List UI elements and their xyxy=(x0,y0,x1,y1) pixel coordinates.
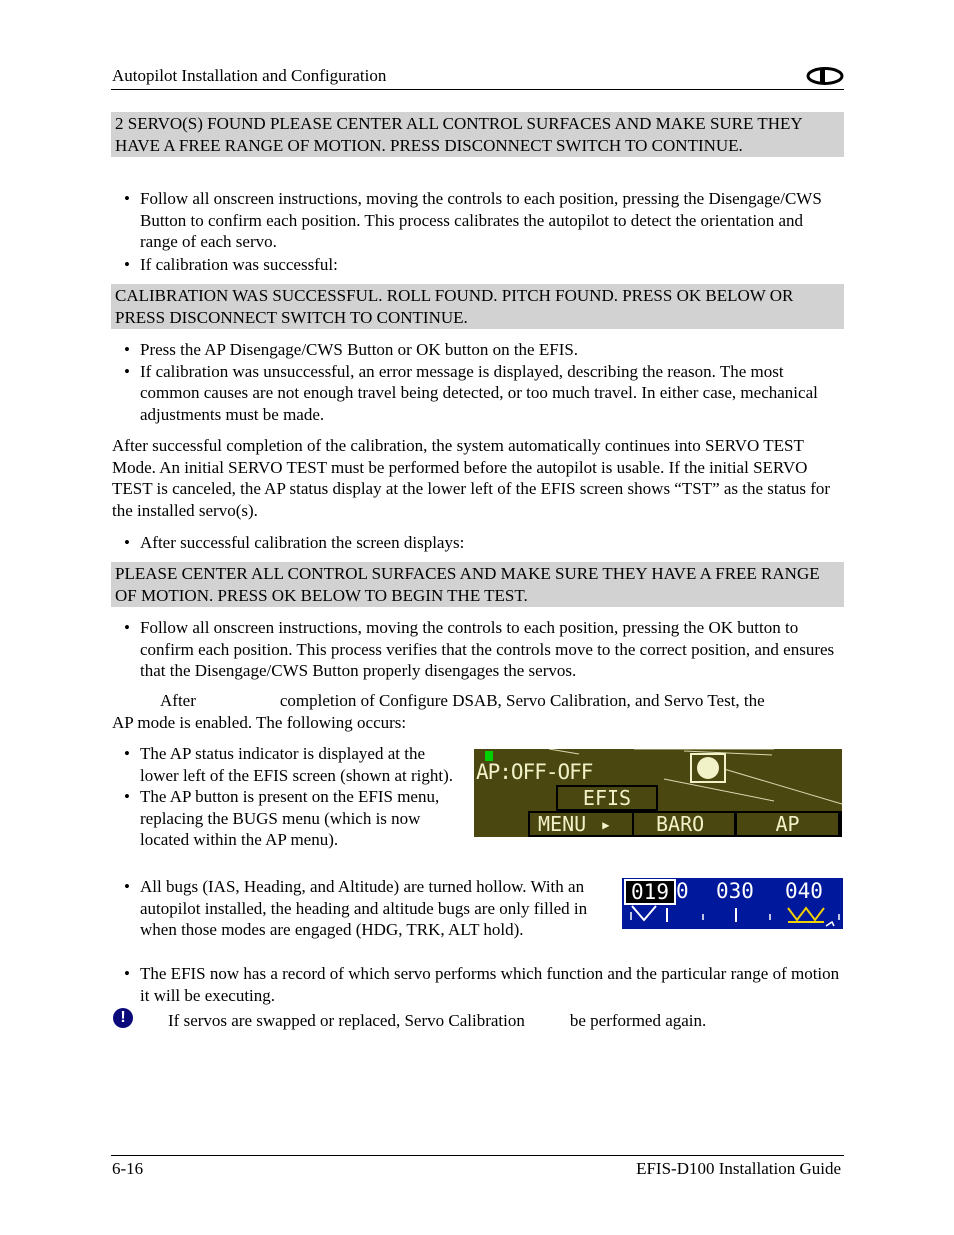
servo-swap-note xyxy=(168,1010,706,1032)
paragraph-line2: AP mode is enabled. The following occurs: xyxy=(112,712,407,732)
heading-tape-marks xyxy=(622,878,843,929)
bugs-list xyxy=(112,876,602,941)
paragraph-line1-rest: completion of Configure DSAB, Servo Calibration, and Servo Test, the xyxy=(279,691,765,710)
servo-test-steps-list xyxy=(112,617,842,682)
menu-arrow-icon: ▶ xyxy=(602,818,610,832)
paragraph-word-after: After xyxy=(160,691,196,710)
servo-found-message: 2 SERVO(S) FOUND PLEASE CENTER ALL CONTROL SURFACES AND MAKE SURE THEY HAVE A FREE RANGE OF MOTION. PRESS DISCONNECT SWITCH TO CONTINUE. xyxy=(111,112,844,157)
list-item: • Follow all onscreen instructions, moving the controls to each position, pressing the Disengage/CWS Button to confirm each position. This process calibrates the autopilot to detect the orientation and range of each servo. xyxy=(112,188,842,253)
ap-status-text: AP:OFF-OFF xyxy=(476,760,593,784)
heading-current-value: 019 xyxy=(631,880,669,904)
ap-button-label: AP xyxy=(775,812,800,836)
list-item: • Follow all onscreen instructions, moving the controls to each position, pressing the OK button to confirm each position. This process verifies that the controls move to the correct position, and ensures that the Disengage/CWS Button properly disengages the servos. xyxy=(112,617,842,682)
list-item: • The AP status indicator is displayed at the lower left of the EFIS screen (shown at right). xyxy=(112,743,462,786)
header-rule xyxy=(111,89,844,90)
note-text-end: be performed again. xyxy=(569,1011,707,1030)
efis-menu-bar xyxy=(528,811,842,837)
menu-button-label: MENU xyxy=(538,812,587,836)
calibration-result-list xyxy=(112,339,842,425)
ap-enabled-paragraph xyxy=(112,690,844,733)
servo-record-list xyxy=(112,963,842,1006)
warning-icon: ! xyxy=(113,1008,133,1028)
servo-test-paragraph: After successful completion of the calibration, the system automatically continues into SERVO TEST Mode. An initial SERVO TEST must be performed before the autopilot is usable. If the initial SERVO TEST is canceled, the AP status display at the lower left of the EFIS screen shows “TST” as the status for the installed servo(s). xyxy=(112,436,831,520)
list-item: • Press the AP Disengage/CWS Button or OK button on the EFIS. xyxy=(112,339,842,361)
efis-ap-screenshot xyxy=(474,749,842,837)
list-item: • The EFIS now has a record of which servo performs which function and the particular range of motion it will be executing. xyxy=(112,963,842,1006)
ap-indicator-list xyxy=(112,743,462,851)
note-text-start: If servos are swapped or replaced, Servo Calibration xyxy=(168,1011,525,1030)
list-item: • All bugs (IAS, Heading, and Altitude) are turned hollow. With an autopilot installed, the heading and altitude bugs are only filled in when those modes are engaged (HDG, TRK, ALT hold). xyxy=(112,876,602,941)
calibration-success-message: CALIBRATION WAS SUCCESSFUL. ROLL FOUND. PITCH FOUND. PRESS OK BELOW OR PRESS DISCONNECT SWITCH TO CONTINUE. xyxy=(111,284,844,329)
list-item: • If calibration was unsuccessful, an error message is displayed, describing the reason. The most common causes are not enough travel being detected, or too much travel. In either case, mechanical adjustments must be made. xyxy=(112,361,842,426)
efis-tab-label: EFIS xyxy=(582,786,632,810)
after-calibration-list xyxy=(112,532,842,554)
page-header-title: Autopilot Installation and Configuration xyxy=(112,66,387,85)
footer-rule xyxy=(111,1155,844,1156)
calibration-steps-list xyxy=(112,188,842,275)
attitude-center-icon xyxy=(690,753,726,783)
menu-button[interactable] xyxy=(530,813,632,835)
list-item: • After successful calibration the screen displays: xyxy=(112,532,842,554)
baro-button[interactable] xyxy=(634,813,734,835)
efis-tab[interactable] xyxy=(556,785,658,811)
baro-button-label: BARO xyxy=(656,812,705,836)
dynon-logo-icon xyxy=(806,66,844,86)
heading-tick-label: 040 xyxy=(785,879,823,903)
guide-title: EFIS-D100 Installation Guide xyxy=(636,1159,841,1178)
list-item: • The AP button is present on the EFIS menu, replacing the BUGS menu (which is now located within the AP menu). xyxy=(112,786,462,851)
ap-button[interactable] xyxy=(737,813,838,835)
heading-partial-label: 0 xyxy=(676,879,689,903)
heading-tick-label: 030 xyxy=(716,879,754,903)
page-number: 6-16 xyxy=(112,1159,144,1178)
heading-tape-screenshot xyxy=(622,878,843,929)
list-item: • If calibration was successful: xyxy=(112,254,842,276)
center-surfaces-message: PLEASE CENTER ALL CONTROL SURFACES AND MAKE SURE THEY HAVE A FREE RANGE OF MOTION. PRESS OK BELOW TO BEGIN THE TEST. xyxy=(111,562,844,607)
